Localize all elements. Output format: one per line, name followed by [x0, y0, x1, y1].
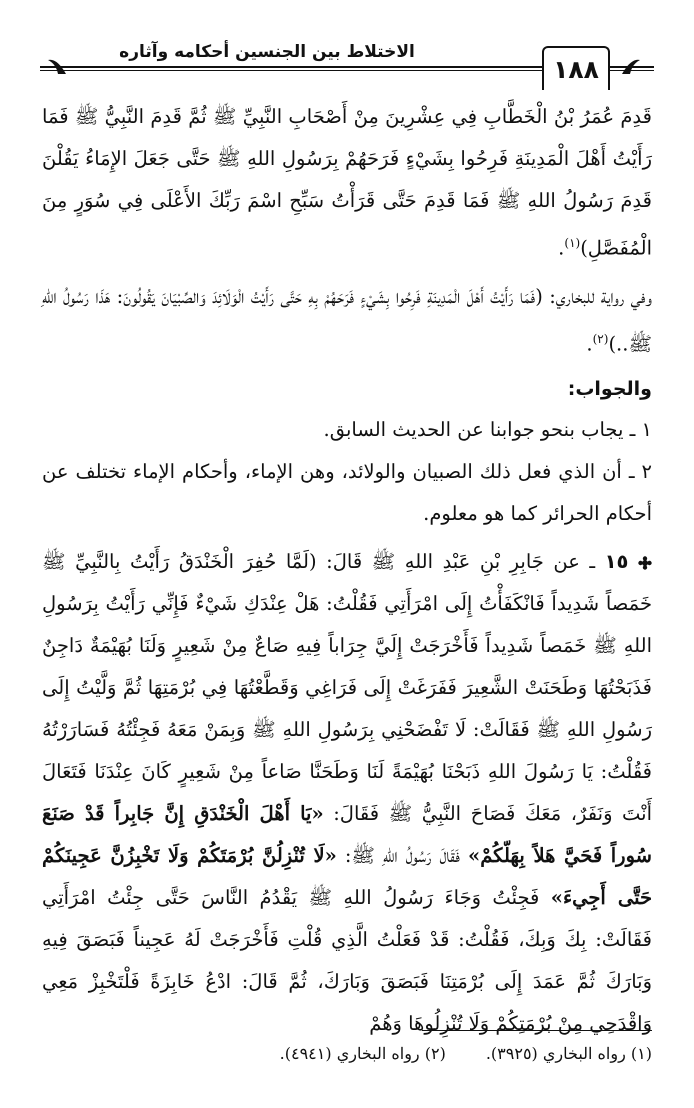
hadith-text-b: فَقَالَ رَسُولُ اللهِ ﷺ: [344, 844, 460, 867]
flower-bullet-icon [638, 556, 652, 570]
footnote-2: (٢) رواه البخاري (٤٩٤١). [279, 1044, 446, 1063]
footnote-1: (١) رواه البخاري (٣٩٢٥). [485, 1044, 652, 1063]
hadith-quote-bold-1: «يَا أَهْلَ الْخَنْدَقِ إِنَّ جَابِراً قَدْ صَنَعَ سُوراً فَحَيَّ هَلاً بِهَلّكُمْ» [42, 802, 653, 867]
answer-heading: والجواب: [567, 378, 652, 400]
paragraph-hadith-15 [42, 541, 652, 1045]
answer-item-2: ٢ ـ أن الذي فعل ذلك الصبيان والولائد، وهن الإماء، وأحكام الإماء تختلف عن أحكام الحرائر كما هو معلوم. [42, 460, 652, 525]
page-header [40, 38, 654, 88]
paragraph-text: قَدِمَ عُمَرُ بْنُ الْخَطَّابِ فِي عِشْرِينَ مِنْ أَصْحَابِ النَّبِيِّ ﷺ ثُمَّ قَدِمَ النَّبِيُّ ﷺ فَمَا رَأَيْتُ أَهْلَ الْمَدِينَةِ فَرِحُوا بِشَيْءٍ فَرَحَهُمْ بِرَسُولِ اللهِ ﷺ حَتَّى جَعَلَ الإِمَاءُ يَقُلْنَ قَدِمَ رَسُولُ اللهِ ﷺ فَمَا قَدِمَ حَتَّى قَرَأْتُ سَبِّحِ اسْمَ رَبِّكَ الأَعْلَى فِي سُوَرٍ مِنَ الْمُفَصَّلِ) [42, 105, 652, 260]
answer-item-1: ١ ـ يجاب بنحو جوابنا عن الحديث السابق. [323, 418, 652, 441]
hadith-quote-bold-2: «لَا تُنْزِلُنَّ بُرْمَتَكُمْ وَلَا تَخْبِزُنَّ عَجِينَكُمْ حَتَّى أَجِيءَ» [42, 844, 653, 909]
hadith-number: ١٥ [604, 550, 629, 573]
paragraph-hadith-continuation: قَدِمَ عُمَرُ بْنُ الْخَطَّابِ فِي عِشْرِينَ مِنْ أَصْحَابِ النَّبِيِّ ﷺ ثُمَّ قَدِمَ النَّبِيُّ ﷺ فَمَا رَأَيْتُ أَهْلَ الْمَدِينَةِ فَرِحُوا بِشَيْءٍ فَرَحَهُمْ بِرَسُولِ اللهِ ﷺ حَتَّى جَعَلَ الإِمَاءُ يَقُلْنَ قَدِمَ رَسُولُ اللهِ ﷺ فَمَا قَدِمَ حَتَّى قَرَأْتُ سَبِّحِ اسْمَ رَبِّكَ الأَعْلَى فِي سُوَرٍ مِنَ الْمُفَصَّلِ)$^{(١)}$. [42, 105, 652, 260]
running-title: الاختلاط بين الجنسين أحكامه وآثاره [119, 42, 415, 62]
floral-ornament-icon [46, 56, 68, 78]
paragraph-text: وفي رواية للبخاري: (فَمَا رَأَيْتُ أَهْلَ الْمَدِينَةِ فَرِحُوا بِشَيْءٍ فَرَحَهُمْ بِهِ حَتَّى رَأَيْتُ الْوَلَائِدَ وَالصِّبْيَانَ يَقُولُونَ: هَذَا رَسُولُ اللهِ ﷺ..) [42, 284, 652, 355]
floral-ornament-icon [620, 56, 642, 78]
footnote-rule [422, 1030, 652, 1031]
page-body [42, 96, 652, 1045]
footnotes [42, 1040, 652, 1068]
paragraph-bukhari-narration: وفي رواية للبخاري: (فَمَا رَأَيْتُ أَهْلَ الْمَدِينَةِ فَرِحُوا بِشَيْءٍ فَرَحَهُمْ بِهِ حَتَّى رَأَيْتُ الْوَلَائِدَ وَالصِّبْيَانَ يَقُولُونَ: هَذَا رَسُولُ اللهِ ﷺ..)$^{(٢)}$. [42, 284, 652, 355]
page-number: ١٨٨ [542, 46, 610, 90]
footnote-ref-2: (٢) [592, 331, 609, 346]
footnote-ref-1: (١) [564, 236, 581, 250]
hadith-text-c: فَجِئْتُ وَجَاءَ رَسُولُ اللهِ ﷺ يَقْدُمُ النَّاسَ حَتَّى جِئْتُ امْرَأَتِي فَقَالَتْ: بِكَ وَبِكَ، فَقُلْتُ: قَدْ فَعَلْتُ الَّذِي قُلْتِ فَأَخْرَجَتْ لَهُ عَجِيناً فَبَصَقَ فِيهِ وَبَارَكَ ثُمَّ عَمَدَ إِلَى بُرْمَتِنَا فَبَصَقَ وَبَارَكَ، ثُمَّ قَالَ: ادْعُ خَابِزَةً فَلْتَخْبِزْ مَعِي وَاقْدَحِي مِنْ بُرْمَتِكُمْ وَلَا تُنْزِلُوهَا وَهُمْ [42, 886, 652, 1035]
hadith-text-a: ـ عن جَابِرِ بْنِ عَبْدِ اللهِ ﷺ قَالَ: (لَمَّا حُفِرَ الْخَنْدَقُ رَأَيْتُ بِالنَّبِيِّ ﷺ خَمَصاً شَدِيداً فَانْكَفَأْتُ إِلَى امْرَأَتِي فَقُلْتُ: هَلْ عِنْدَكِ شَيْءٌ فَإِنِّي رَأَيْتُ بِرَسُولِ اللهِ ﷺ خَمَصاً شَدِيداً فَأَخْرَجَتْ إِلَيَّ جِرَاباً فِيهِ صَاعٌ مِنْ شَعِيرٍ وَلَنَا بُهَيْمَةٌ دَاجِنٌ فَذَبَحْتُهَا وَطَحَنَتْ الشَّعِيرَ فَفَرَغَتْ إِلَى فَرَاغِي وَقَطَّعْتُهَا فِي بُرْمَتِهَا ثُمَّ وَلَّيْتُ إِلَى رَسُولِ اللهِ ﷺ فَقَالَتْ: لَا تَفْضَحْنِي بِرَسُولِ اللهِ ﷺ وَبِمَنْ مَعَهُ فَجِئْتُهُ فَسَارَرْتُهُ فَقُلْتُ: يَا رَسُولَ اللهِ ذَبَحْنَا بُهَيْمَةً لَنَا وَطَحَنَّا صَاعاً مِنْ شَعِيرٍ كَانَ عِنْدَنَا فَتَعَالَ أَنْتَ وَنَفَرٌ، مَعَكَ فَصَاحَ النَّبِيُّ ﷺ فَقَالَ: [42, 550, 653, 825]
